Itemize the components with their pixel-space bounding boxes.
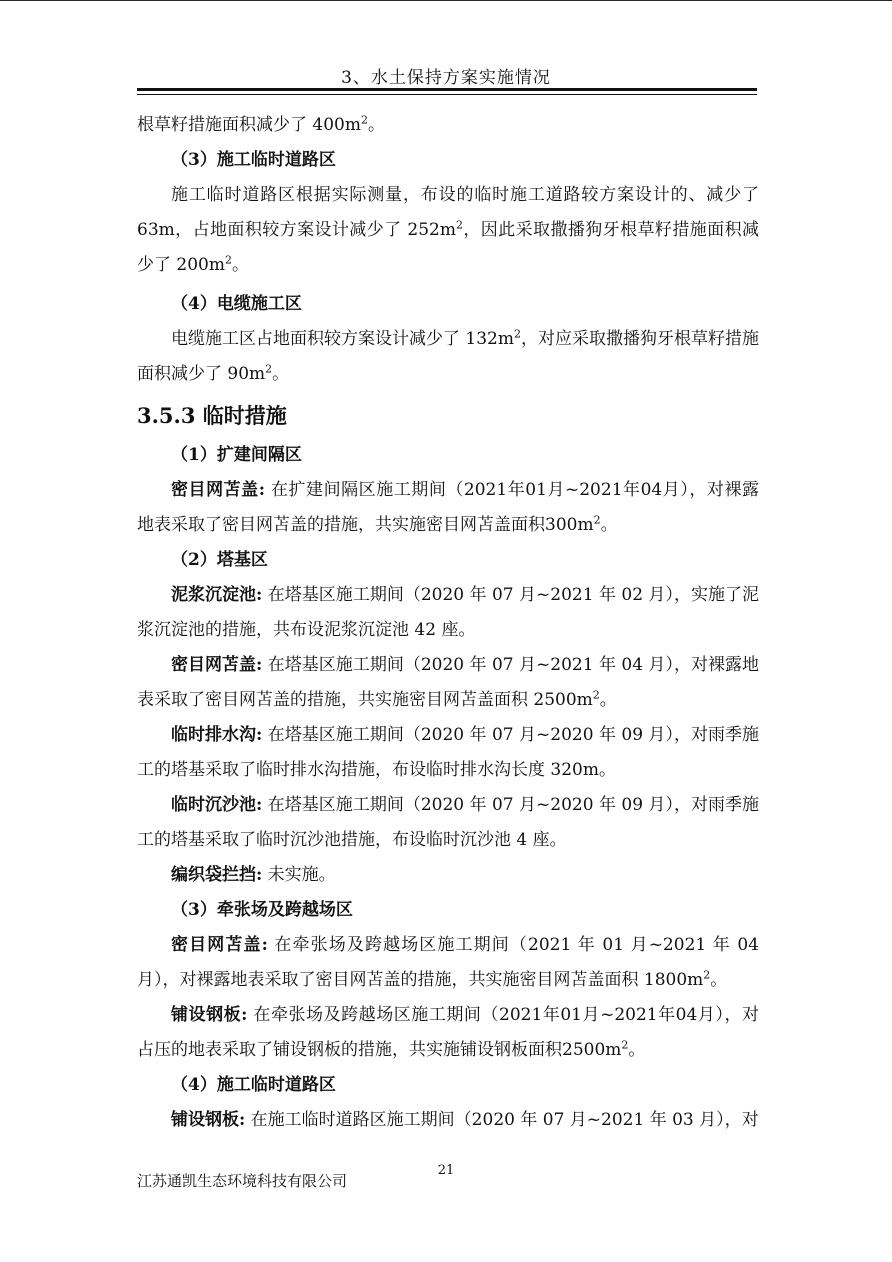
measure-label: 编织袋拦挡: [171, 865, 263, 885]
text-run: ，因此采取撒播狗牙根草籽措施面积减少了 200m [137, 220, 759, 275]
subsection-heading: （3）牵张场及跨越场区 [171, 900, 353, 920]
running-header: 3、水土保持方案实施情况 [341, 68, 551, 88]
measure-label: 铺设钢板: [171, 1005, 248, 1025]
header-rule-thin [137, 94, 757, 95]
paragraph [137, 473, 759, 543]
measure-label: 密目网苫盖: [171, 935, 268, 955]
text-run: 在塔基区施工期间（2020 年 07 月~2020 年 09 月），对雨季施工的塔基采取了临时沉沙池措施，布设临时沉沙池 4 座。 [137, 795, 759, 850]
text-run: 在牵张场及跨越场区施工期间（2021年01月~2021年04月），对占压的地表采取了铺设钢板的措施，共实施铺设钢板面积2500m [137, 1005, 759, 1060]
paragraph [137, 928, 759, 998]
measure-label: 密目网苫盖: [171, 655, 263, 675]
text-run: 。 [599, 690, 617, 710]
superscript: 2 [360, 113, 368, 127]
paragraph [137, 108, 759, 143]
measure-label: 铺设钢板: [171, 1110, 246, 1130]
page-number: 21 [437, 1163, 455, 1178]
paragraph [137, 578, 759, 648]
text-run: 在施工临时道路区施工期间（2020 年 07 月~2021 年 03 月），对 [245, 1110, 759, 1130]
superscript: 2 [621, 1038, 629, 1052]
superscript: 2 [703, 968, 711, 982]
header-rule-thick [137, 88, 757, 91]
superscript: 2 [513, 327, 521, 341]
superscript: 2 [224, 253, 232, 267]
text-run: 在塔基区施工期间（2020 年 07 月~2021 年 02 月），实施了泥浆沉淀池的措施，共布设泥浆沉淀池 42 座。 [137, 585, 759, 640]
paragraph [137, 1103, 759, 1138]
text-run: 电缆施工区占地面积较方案设计减少了 132m [171, 329, 514, 349]
measure-label: 临时沉沙池: [171, 795, 263, 815]
footer-company: 江苏通凯生态环境科技有限公司 [137, 1172, 348, 1190]
text-run: 在塔基区施工期间（2020 年 07 月~2021 年 04 月），对裸露地表采取了密目网苫盖的措施，共实施密目网苫盖面积 2500m [137, 655, 759, 710]
page-top-border [0, 0, 892, 1]
paragraph [137, 788, 759, 858]
document-body [137, 108, 759, 1138]
paragraph [137, 858, 759, 893]
subsection-heading: （4）施工临时道路区 [171, 1075, 336, 1095]
text-run: 在塔基区施工期间（2020 年 07 月~2020 年 09 月），对雨季施工的塔基采取了临时排水沟措施，布设临时排水沟长度 320m。 [137, 725, 759, 780]
section-heading: 3.5.3 临时措施 [137, 403, 287, 428]
text-run: 未实施。 [262, 865, 336, 885]
text-run: 。 [367, 115, 385, 135]
superscript: 2 [265, 362, 273, 376]
text-run: 根草籽措施面积减少了 400m [137, 115, 361, 135]
paragraph [137, 322, 759, 392]
text-run: 。 [600, 515, 618, 535]
paragraph [137, 178, 759, 283]
superscript: 2 [592, 688, 600, 702]
paragraph [137, 998, 759, 1068]
text-run: 。 [628, 1040, 646, 1060]
measure-label: 临时排水沟: [171, 725, 263, 745]
measure-label: 泥浆沉淀池: [171, 585, 263, 605]
subsection-heading: （1）扩建间隔区 [171, 445, 302, 465]
measure-label: 密目网苫盖: [171, 480, 265, 500]
subsection-heading: （3）施工临时道路区 [171, 150, 336, 170]
text-run: 。 [272, 364, 290, 384]
text-run: 在扩建间隔区施工期间（2021年01月~2021年04月），对裸露地表采取了密目网苫盖的措施，共实施密目网苫盖面积300m [137, 480, 759, 535]
text-run: ，对应采取撒播狗牙根草籽措施面积减少了 90m [137, 329, 759, 384]
text-run: 在牵张场及跨越场区施工期间（2021 年 01 月~2021 年 04 月），对裸露地表采取了密目网苫盖的措施，共实施密目网苫盖面积 1800m [137, 935, 759, 990]
text-run: 施工临时道路区根据实际测量，布设的临时施工道路较方案设计的、减少了 63m，占地面积较方案设计减少了 252m [137, 185, 759, 240]
paragraph [137, 648, 759, 718]
text-run: 。 [710, 970, 728, 990]
paragraph [137, 718, 759, 788]
text-run: 。 [231, 255, 249, 275]
superscript: 2 [455, 218, 463, 232]
subsection-heading: （4）电缆施工区 [171, 294, 302, 314]
subsection-heading: （2）塔基区 [171, 550, 268, 570]
superscript: 2 [593, 513, 601, 527]
